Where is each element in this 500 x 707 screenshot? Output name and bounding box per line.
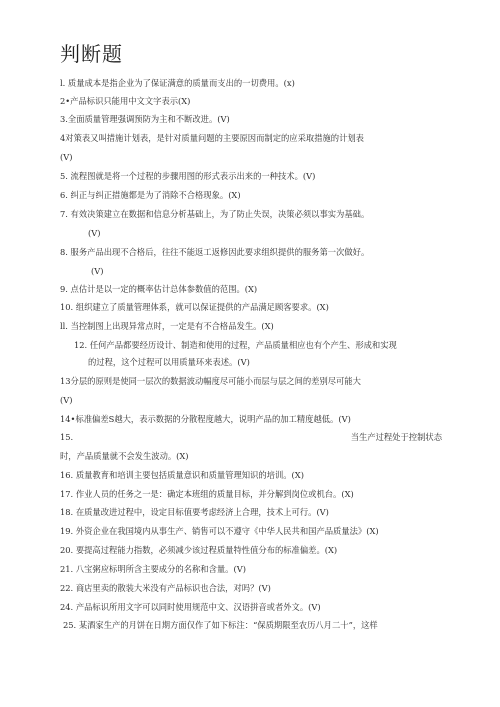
question-25: 25. 某酒家生产的月饼在日期方面仅作了如下标注：“保质期限至农历八月二十”，这样 — [63, 620, 378, 630]
question-9: 9. 点估计是以一定的概率估计总体参数值的范围。(X) — [60, 284, 258, 294]
question-11: ll. 当控制图上出现异常点时，一定是有不合格品发生。(X) — [60, 321, 274, 331]
question-17: 17. 作业人员的任务之一是：确定本班组的质量目标，并分解到岗位或机台。(X) — [60, 489, 354, 499]
question-10: 10. 组织建立了质量管理体系，就可以保证提供的产品满足顾客要求。(X) — [60, 302, 329, 312]
question-8-answer: (V) — [91, 266, 104, 276]
question-13-answer: (V) — [60, 395, 73, 405]
question-5: 5. 流程图就是将一个过程的步骤用图的形式表示出来的一种技术。(V) — [60, 171, 316, 181]
question-13: 13分层的原则是使同一层次的数据波动幅度尽可能小而层与层之间的差别尽可能大 — [60, 376, 361, 386]
question-15-cont: 时，产品质量就不会发生波动。(X) — [60, 451, 189, 461]
question-8: 8. 服务产品出现不合格后，往往不能返工返修因此要求组织提供的服务第一次做好。 — [60, 247, 370, 257]
question-12: 12. 任何产品都要经历设计、制造和使用的过程，产品质量相应也有个产生、形成和实现 — [74, 340, 397, 350]
question-18: 18. 在质量改进过程中，设定目标值要考虑经济上合理，技术上可行。(V) — [60, 507, 329, 517]
question-15: 当生产过程处于控制状态 — [350, 432, 442, 442]
question-6: 6. 纠正与纠正措施都是为了消除不合格现象。(X) — [60, 190, 241, 200]
question-4-answer: (V) — [60, 152, 73, 162]
question-14: 14•标准偏差S越大，表示数据的分散程度越大，说明产品的加工精度越低。(V) — [60, 414, 351, 424]
question-1: l. 质量成本是指企业为了保证满意的质量而支出的一切费用。(x) — [60, 78, 295, 88]
question-12-cont: 的过程，这个过程可以用质量环来表述。(V) — [88, 357, 250, 367]
page-title: 判断题 — [60, 42, 123, 66]
question-21: 21. 八宝粥应标明所含主要成分的名称和含量。(V) — [60, 564, 246, 574]
question-2: 2•产品标识只能用中文文字表示(X) — [60, 96, 191, 106]
question-15-number: 15. — [60, 432, 74, 442]
question-7-answer: (V) — [88, 228, 101, 238]
question-22: 22. 商店里卖的散装大米没有产品标识也合法，对吗？(V) — [60, 583, 271, 593]
question-4: 4对策表又叫措施计划表，是针对质量问题的主要原因而制定的应采取措施的计划表 — [60, 133, 364, 143]
question-19: 19. 外资企业在我国境内从事生产、销售可以不遵守《中华人民共和国产品质量法》(X) — [60, 526, 379, 536]
question-3: 3.全面质量管理强调预防为主和不断改进。(V) — [60, 114, 230, 124]
question-16: 16. 质量教育和培训主要包括质量意识和质量管理知识的培训。(X) — [60, 470, 304, 480]
question-20: 20. 要提高过程能力指数，必须减少该过程质量特性值分布的标准偏差。(X) — [60, 545, 338, 555]
question-24: 24. 产品标识所用文字可以同时使用规范中文、汉语拼音或者外文。(V) — [60, 602, 321, 612]
question-7: 7. 有效决策建立在数据和信息分析基础上，为了防止失误，决策必须以事实为基础。 — [60, 209, 370, 219]
